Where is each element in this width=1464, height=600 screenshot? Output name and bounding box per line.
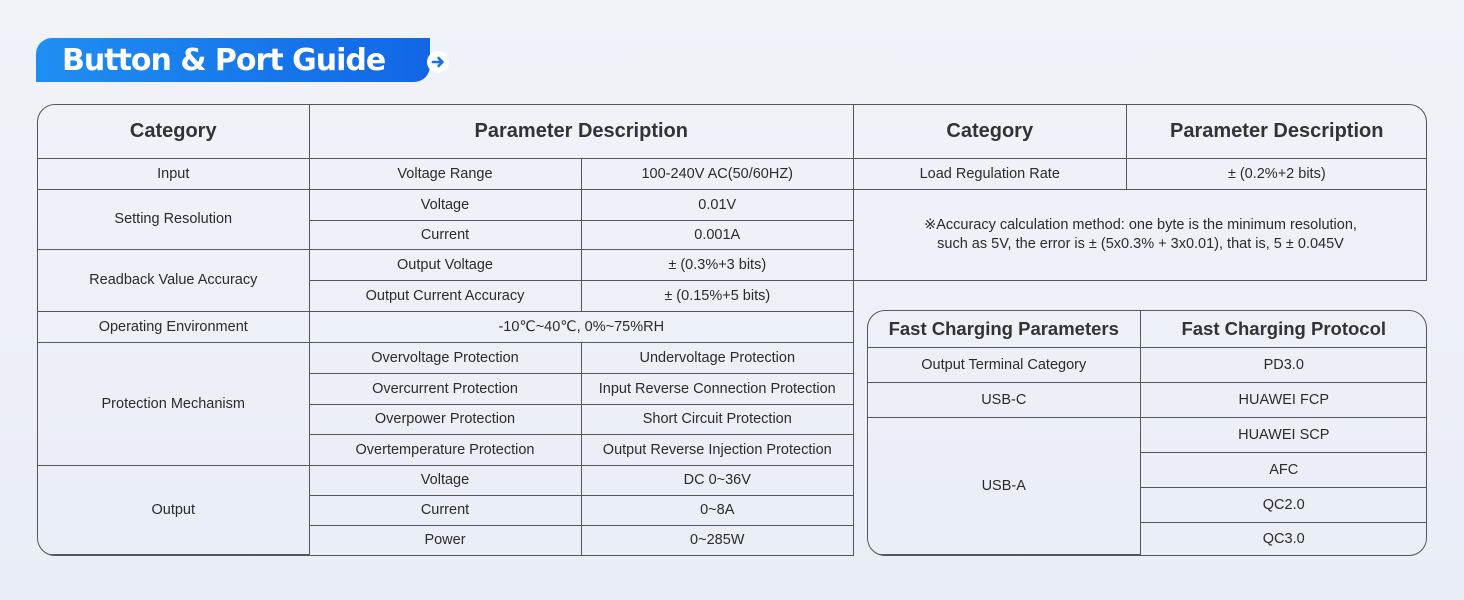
param-value: Short Circuit Protection <box>581 404 853 434</box>
table-row <box>868 382 1427 417</box>
fast-param: USB-C <box>868 382 1140 417</box>
category-input: Input <box>38 158 309 189</box>
load-regulation-table <box>853 104 1427 281</box>
param-label: Overpower Protection <box>309 404 581 434</box>
param-label: Current <box>309 220 581 249</box>
param-value: Output Reverse Injection Protection <box>581 434 853 465</box>
table-row <box>38 311 853 342</box>
specs-table <box>37 104 854 556</box>
fast-protocol: QC2.0 <box>1140 487 1427 522</box>
param-label: Voltage Range <box>309 158 581 189</box>
table-row <box>38 189 853 220</box>
param-value: -10℃~40℃, 0%~75%RH <box>309 311 853 342</box>
category-operating-environment: Operating Environment <box>38 311 309 342</box>
table-row <box>38 158 853 189</box>
param-label: Overtemperature Protection <box>309 434 581 465</box>
header-fast-charging-parameters: Fast Charging Parameters <box>868 311 1140 347</box>
title-banner <box>36 38 430 82</box>
fast-protocol: AFC <box>1140 452 1427 487</box>
fast-param: Output Terminal Category <box>868 347 1140 382</box>
fast-protocol: QC3.0 <box>1262 530 1305 547</box>
fast-charging-table <box>867 310 1427 556</box>
param-value: ± (0.15%+5 bits) <box>581 280 853 311</box>
param-value: 100-240V AC(50/60HZ) <box>581 158 853 189</box>
param-label: Output Voltage <box>309 249 581 280</box>
header-parameter: Parameter Description <box>1126 105 1427 158</box>
param-label: Overcurrent Protection <box>309 373 581 404</box>
param-label: Voltage <box>309 189 581 220</box>
fast-protocol: PD3.0 <box>1140 347 1427 382</box>
param-label: Voltage <box>309 465 581 495</box>
table-row <box>38 465 853 495</box>
accuracy-note <box>854 189 1427 280</box>
param-value: 0~8A <box>581 495 853 525</box>
param-value: Input Reverse Connection Protection <box>581 373 853 404</box>
table-header-row <box>854 105 1427 158</box>
fast-protocol: HUAWEI SCP <box>1140 417 1427 452</box>
table-row <box>868 417 1427 452</box>
note-line: ※Accuracy calculation method: one byte is the minimum resolution, <box>924 216 1357 233</box>
header-category: Category <box>854 105 1126 158</box>
table-row <box>854 158 1427 189</box>
page-title: Button & Port Guide <box>62 42 386 78</box>
param-label: Output Current Accuracy <box>309 280 581 311</box>
note-line: such as 5V, the error is ± (5x0.3% + 3x0.01), that is, 5 ± 0.045V <box>937 235 1344 252</box>
header-parameter: Parameter Description <box>309 105 853 158</box>
category-protection-mechanism: Protection Mechanism <box>38 342 309 465</box>
table-row <box>38 249 853 280</box>
param-value: Undervoltage Protection <box>581 342 853 373</box>
category-setting-resolution: Setting Resolution <box>38 189 309 249</box>
param-value: 0.01V <box>581 189 853 220</box>
table-header-row <box>868 311 1427 347</box>
category-readback-accuracy: Readback Value Accuracy <box>38 249 309 311</box>
header-category: Category <box>38 105 309 158</box>
param-value: 0~285W <box>690 532 745 548</box>
header-fast-charging-protocol: Fast Charging Protocol <box>1140 311 1427 347</box>
param-value: 0.001A <box>581 220 853 249</box>
param-label: Overvoltage Protection <box>309 342 581 373</box>
param-value: ± (0.3%+3 bits) <box>581 249 853 280</box>
param-value: DC 0~36V <box>581 465 853 495</box>
category-load-regulation: Load Regulation Rate <box>854 158 1126 189</box>
param-label: Power <box>309 525 581 555</box>
table-header-row <box>38 105 853 158</box>
param-value: ± (0.2%+2 bits) <box>1126 158 1427 189</box>
category-output: Output <box>38 465 309 555</box>
arrow-right-circle-icon <box>426 50 450 74</box>
table-row <box>868 347 1427 382</box>
table-row <box>854 189 1427 280</box>
fast-param: USB-A <box>868 417 1140 555</box>
param-label: Current <box>309 495 581 525</box>
table-row <box>38 342 853 373</box>
fast-protocol: HUAWEI FCP <box>1140 382 1427 417</box>
